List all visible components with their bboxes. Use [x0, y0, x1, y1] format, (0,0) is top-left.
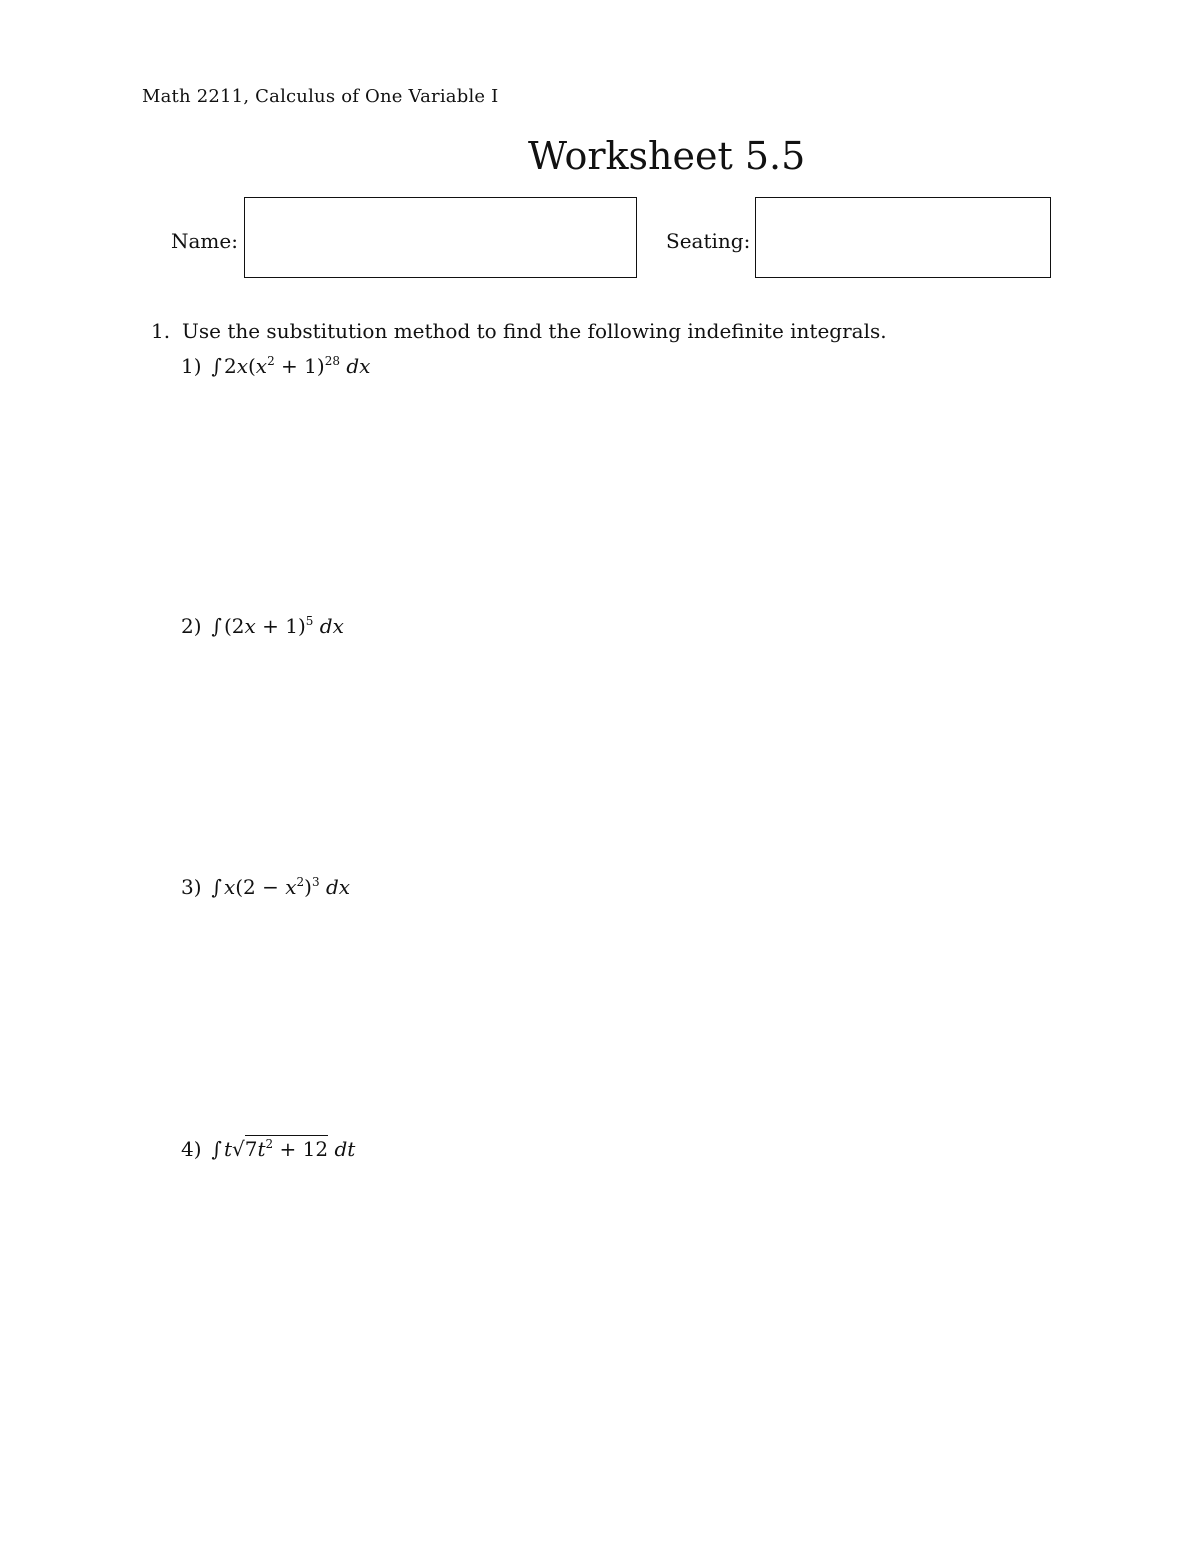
course-title: Math 2211, Calculus of One Variable I	[142, 86, 499, 107]
integral-item-4	[181, 1137, 355, 1161]
seating-input-box[interactable]	[755, 197, 1051, 278]
integral-number: 1)	[181, 354, 202, 378]
integral-expression: ∫ $t√7t^2 + 12$ dt	[211, 1137, 356, 1161]
integral-number: 2)	[181, 614, 202, 638]
page-title: Worksheet 5.5	[528, 134, 806, 178]
name-label: Name:	[171, 229, 238, 253]
integral-expression: ∫ $(2x + 1)^5$ dx	[211, 614, 344, 638]
problem-1	[151, 319, 887, 343]
integral-number: 3)	[181, 875, 202, 899]
integral-item-2	[181, 614, 344, 638]
problem-instruction: Use the substitution method to find the following indefinite integrals.	[182, 319, 887, 343]
problem-number: 1.	[151, 319, 171, 343]
integral-expression: ∫ $2x(x^2 + 1)^{28}$ dx	[211, 354, 371, 378]
integral-expression: ∫ $x(2 - x^2)^3$ dx	[211, 875, 351, 899]
name-input-box[interactable]	[244, 197, 637, 278]
seating-label: Seating:	[666, 229, 751, 253]
integral-item-1	[181, 354, 370, 378]
integral-number: 4)	[181, 1137, 202, 1161]
integral-item-3	[181, 875, 350, 899]
